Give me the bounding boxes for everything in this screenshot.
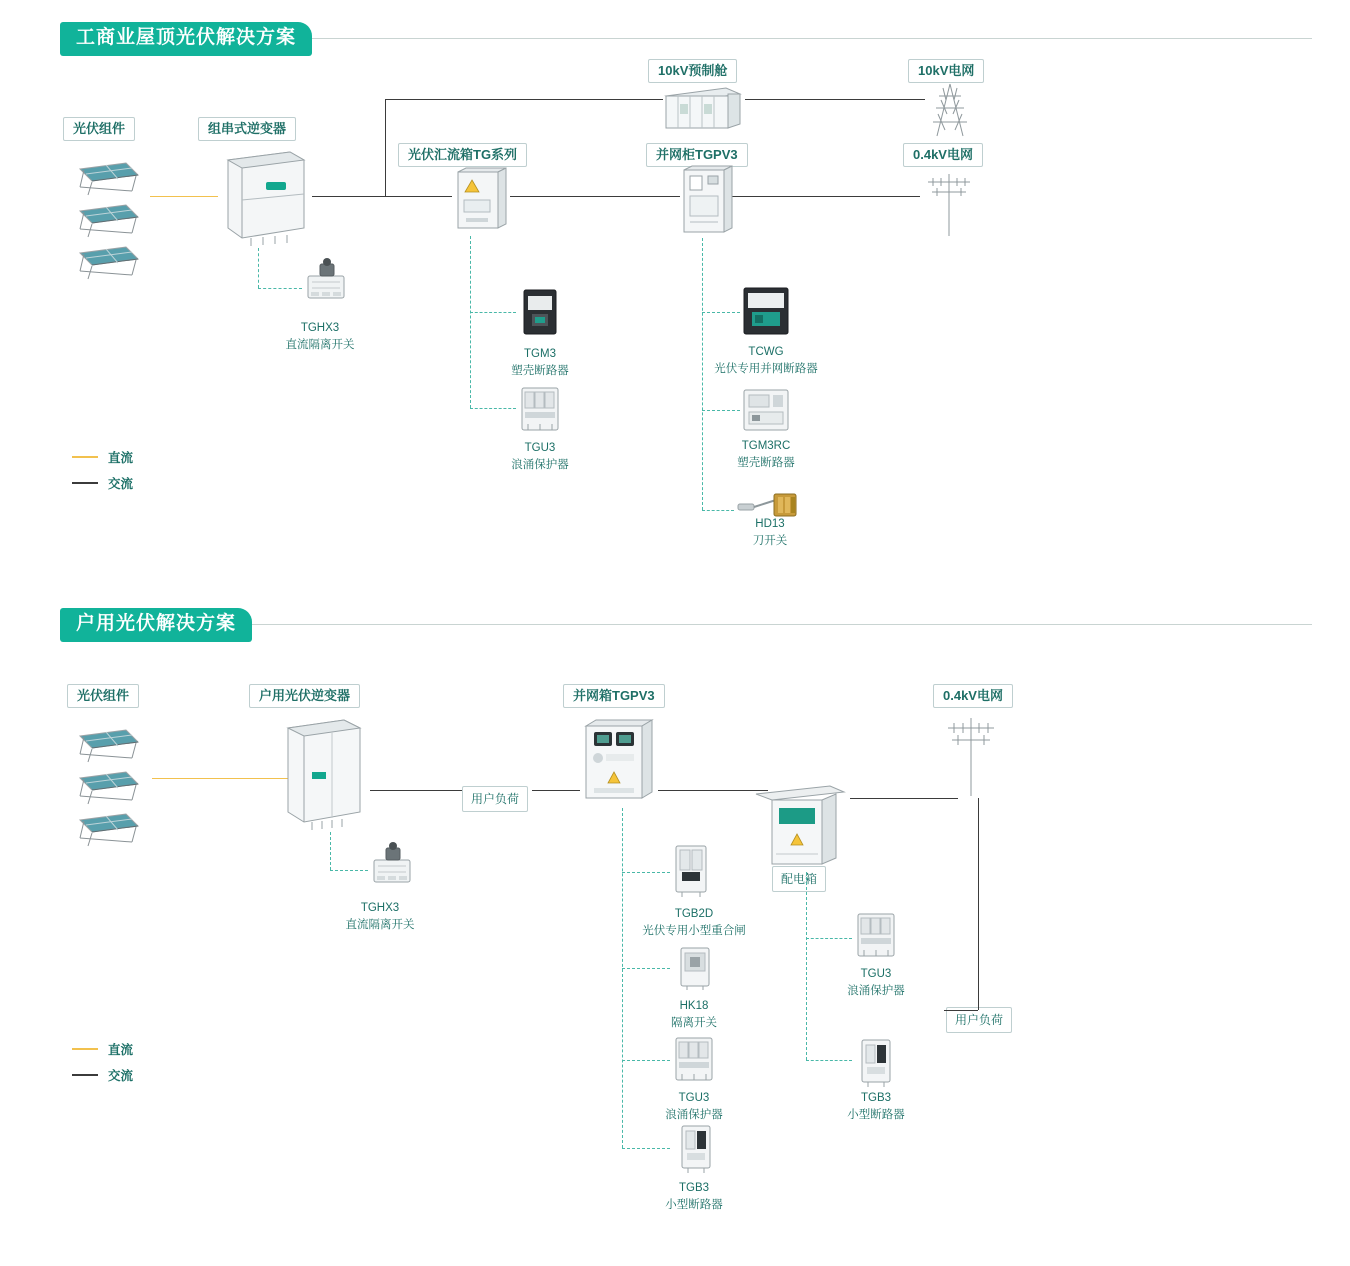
pv-panel-array-commercial (66, 155, 158, 280)
label-string-inverter: 组串式逆变器 (198, 117, 296, 141)
legend-label-dc: 直流 (108, 451, 134, 465)
dash-combiner-to-tgm3 (470, 312, 516, 313)
dash-cabinet-to-tgm3rc (702, 410, 740, 411)
caption-code: TGB3 (860, 1092, 892, 1104)
caption-desc: 光伏专用并网断路器 (714, 362, 818, 375)
legend-label-ac: 交流 (108, 477, 134, 491)
dash-gridbox-down (622, 808, 623, 1148)
caption-code: HK18 (679, 1000, 709, 1012)
surge-protector-device-right (852, 910, 900, 960)
label-grid-04kv-commercial: 0.4kV电网 (903, 143, 983, 167)
label-distribution-box: 配电箱 (772, 866, 826, 892)
dc-isolator-device-commercial (302, 256, 350, 308)
legend-residential (72, 1040, 133, 1092)
label-grid-cabinet: 并网柜TGPV3 (646, 143, 748, 167)
ac-line-dist-down (978, 798, 979, 1010)
legend-line-dc (72, 456, 98, 458)
caption-tghx3-residential (346, 900, 415, 933)
caption-code: TGHX3 (300, 322, 340, 334)
caption-hd13 (753, 516, 788, 549)
caption-tgu3-right (847, 966, 905, 999)
prefab-cabin-device (660, 82, 746, 134)
dash-dist-down (806, 872, 807, 1060)
caption-tgb3-right (847, 1090, 905, 1123)
string-inverter-device (218, 142, 314, 248)
caption-desc: 隔离开关 (671, 1016, 717, 1029)
dash-home-inverter-to-tghx3 (330, 832, 331, 870)
caption-code: TGHX3 (360, 902, 400, 914)
dc-isolator-device-residential (368, 840, 416, 892)
dash-combiner-down (470, 236, 471, 408)
caption-tgm3rc (737, 438, 795, 471)
ac-line-combiner-right (510, 196, 680, 197)
dash-dist-to-tgb3 (806, 1060, 852, 1061)
dash-cabinet-down (702, 238, 703, 510)
caption-tgu3-mid (665, 1090, 723, 1123)
caption-code: TCWG (748, 346, 784, 358)
ac-top-bus-left (385, 99, 663, 100)
caption-tcwg (714, 344, 818, 377)
dash-inverter-to-tghx3 (258, 248, 259, 288)
caption-code: TGB3 (678, 1182, 710, 1194)
mini-breaker-device-mid (676, 1122, 716, 1174)
grid-pole-04kv-residential (938, 712, 1004, 798)
caption-desc: 浪涌保护器 (847, 984, 905, 997)
surge-protector-device-mid (670, 1034, 718, 1084)
label-combiner-box: 光伏汇流箱TG系列 (398, 143, 527, 167)
legend-line-ac (72, 482, 98, 484)
dash-cabinet-to-tcwg (702, 312, 740, 313)
mini-breaker-device-right (856, 1036, 896, 1088)
dc-line-panels-to-inverter (150, 196, 218, 197)
dash-gridbox-to-tgb3 (622, 1148, 670, 1149)
home-inverter-device (280, 712, 372, 832)
label-grid-04kv-residential: 0.4kV电网 (933, 684, 1013, 708)
caption-tgu3-commercial (511, 440, 569, 473)
label-pv-modules-residential: 光伏组件 (67, 684, 139, 708)
dc-line-panels-to-home-inverter (152, 778, 292, 779)
dash-home-inverter-to-tghx3-h (330, 870, 368, 871)
legend-label-dc: 直流 (108, 1043, 134, 1057)
caption-desc: 光伏专用小型重合闸 (642, 924, 746, 937)
caption-desc: 浪涌保护器 (665, 1108, 723, 1121)
combiner-box-device (452, 168, 510, 236)
dash-cabinet-to-hd13 (702, 510, 734, 511)
ac-line-home-inverter-right (370, 790, 462, 791)
label-grid-10kv: 10kV电网 (908, 59, 984, 83)
molded-case-breaker-rc-device (740, 386, 792, 434)
caption-code: TGU3 (524, 442, 556, 454)
section-header-commercial (60, 22, 1312, 56)
section-header-residential (60, 608, 1312, 642)
caption-code: TGB2D (674, 908, 714, 920)
legend-row-dc (72, 448, 133, 466)
caption-desc: 浪涌保护器 (511, 458, 569, 471)
dash-gridbox-to-hk18 (622, 968, 670, 969)
caption-code: TGM3 (524, 348, 556, 360)
molded-case-breaker-device (518, 286, 562, 338)
label-prefab-cabin: 10kV预制舱 (648, 59, 737, 83)
legend-row-dc-2 (72, 1040, 133, 1058)
ac-line-inverter-right (312, 196, 452, 197)
ac-line-load-to-gridbox (532, 790, 580, 791)
section-title-residential: 户用光伏解决方案 (60, 608, 252, 642)
surge-protector-device-commercial (516, 384, 564, 434)
legend-row-ac-2 (72, 1066, 133, 1084)
grid-pole-04kv-commercial (920, 168, 978, 238)
caption-tghx3-commercial (286, 320, 355, 353)
caption-desc: 塑壳断路器 (511, 364, 569, 377)
caption-desc: 塑壳断路器 (737, 456, 795, 469)
grid-box-device-residential (580, 716, 658, 808)
dash-inverter-to-tghx3-h (258, 288, 302, 289)
section-divider (312, 38, 1312, 39)
ac-line-cabinet-right (730, 196, 920, 197)
grid-cabinet-device (680, 166, 736, 238)
legend-commercial (72, 448, 133, 500)
caption-code: HD13 (755, 518, 785, 530)
label-home-inverter: 户用光伏逆变器 (249, 684, 360, 708)
pv-panel-array-residential (66, 722, 158, 847)
grid-pylon-10kv (925, 82, 975, 138)
label-pv-modules-commercial: 光伏组件 (63, 117, 135, 141)
caption-code: TGU3 (860, 968, 892, 980)
caption-hk18 (671, 998, 717, 1031)
caption-code: TGM3RC (741, 440, 791, 452)
dash-gridbox-to-tgb2d (622, 872, 670, 873)
caption-desc: 直流隔离开关 (285, 338, 355, 351)
section-title-commercial: 工商业屋顶光伏解决方案 (60, 22, 312, 56)
dash-gridbox-to-tgu3 (622, 1060, 670, 1061)
label-user-load-left: 用户负荷 (462, 786, 528, 812)
pv-recloser-device (670, 842, 712, 898)
caption-tgb3-mid (665, 1180, 723, 1213)
caption-tgm3 (511, 346, 569, 379)
caption-desc: 小型断路器 (665, 1198, 723, 1211)
distribution-box-device (752, 778, 848, 872)
ac-riser-to-bus (385, 99, 386, 197)
caption-desc: 小型断路器 (847, 1108, 905, 1121)
dash-dist-to-tgu3 (806, 938, 852, 939)
label-user-load-right: 用户负荷 (946, 1007, 1012, 1033)
isolating-switch-device (676, 944, 714, 990)
ac-line-dist-to-pole (850, 798, 958, 799)
legend-line-ac (72, 1074, 98, 1076)
dash-combiner-to-tgu3 (470, 408, 516, 409)
legend-row-ac (72, 474, 133, 492)
pv-grid-breaker-device (740, 284, 792, 338)
ac-line-down-to-load (944, 1010, 978, 1011)
legend-label-ac: 交流 (108, 1069, 134, 1083)
caption-code: TGU3 (678, 1092, 710, 1104)
ac-top-bus-right (745, 99, 925, 100)
caption-desc: 直流隔离开关 (345, 918, 415, 931)
legend-line-dc (72, 1048, 98, 1050)
section-divider-2 (252, 624, 1312, 625)
label-grid-box: 并网箱TGPV3 (563, 684, 665, 708)
caption-desc: 刀开关 (752, 534, 788, 547)
caption-tgb2d (642, 906, 746, 939)
